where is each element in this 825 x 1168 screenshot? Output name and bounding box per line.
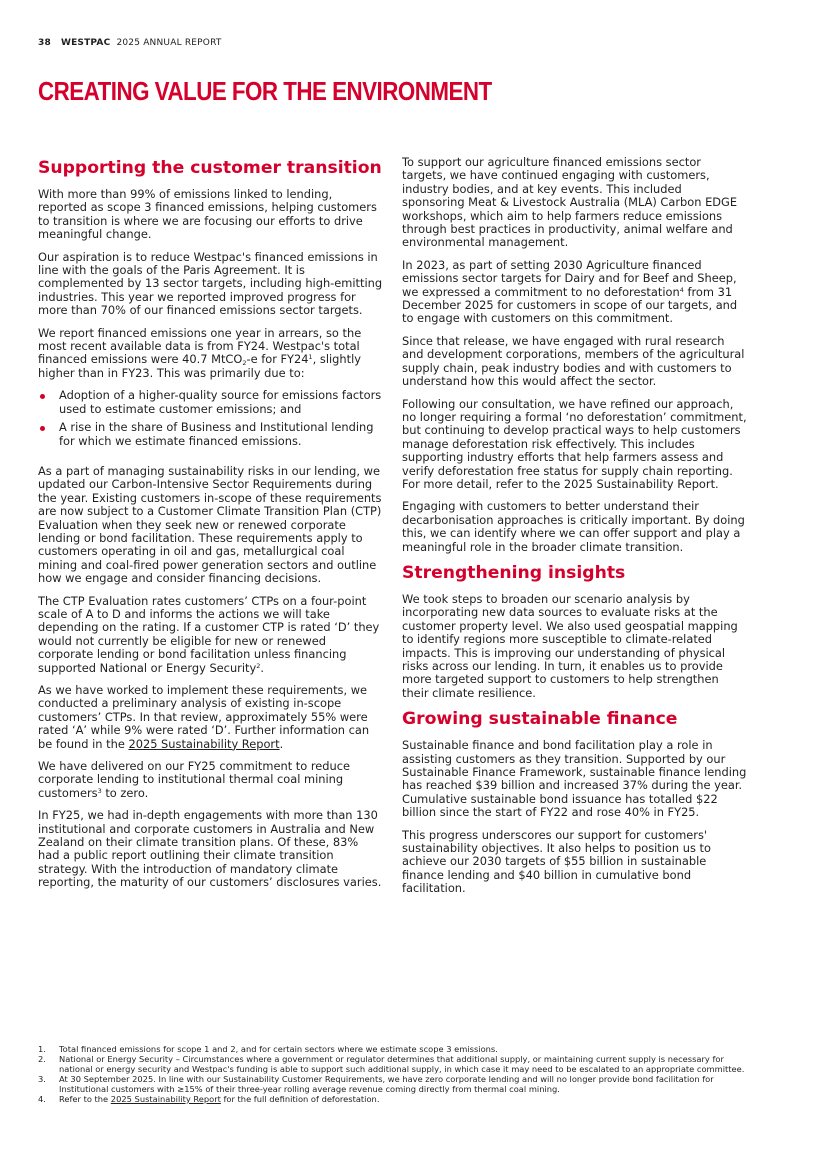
heading-strengthening-insights: Strengthening insights bbox=[402, 562, 626, 583]
footnote: 4. Refer to the 2025 Sustainability Report for the full definition of deforestation. bbox=[38, 1094, 380, 1104]
paragraph: We have delivered on our FY25 commitment to reduce corporate lending to institutional thermal coal mining customers$^3$ to zero. bbox=[38, 759, 351, 800]
paragraph: This progress underscores our support for customers' sustainability objectives. It also helps to position us to achieve our 2030 targets of $55 billion in sustainable finance lending and $40 billion in cumulative bond facilitation. bbox=[402, 827, 711, 896]
report-name: 2025 ANNUAL REPORT bbox=[116, 38, 222, 48]
footnote: 1. Total financed emissions for scope 1 and 2, and for certain sectors where we estimate scope 3 emissions. bbox=[38, 1044, 498, 1054]
left-column bbox=[38, 158, 383, 899]
bullet-icon bbox=[40, 426, 45, 431]
paragraph: We took steps to broaden our scenario analysis by incorporating new data sources to evaluate risks at the customer property level. We also used geospatial mapping to identify regions more susceptible to climate-related impacts. This is improving our understanding of physical risks across our lending. In turn, it enables us to provide more targeted support to customers to help strengthen their climate resilience. bbox=[402, 591, 738, 700]
heading-growing-sustainable-finance: Growing sustainable finance bbox=[402, 709, 678, 730]
footnote: 2. National or Energy Security – Circumstances where a government or regulator determines that additional supply, or maintaining current supply is necessary for national or energy security and Westpac's funding is able to support such additional supply, in which case it may need to be escalated to an appropriate committee. bbox=[38, 1054, 745, 1074]
paragraph: In FY25, we had in-depth engagements with more than 130 institutional and corporate customers in Australia and New Zealand on their climate transition plans. Of these, 83% had a public report outlining their climate transition strategy. With the introduction of mandatory climate reporting, the maturity of our customers’ disclosures varies. bbox=[38, 808, 382, 890]
footnote-ref: 3 bbox=[97, 786, 102, 795]
sustainability-report-link[interactable]: 2025 Sustainability Report bbox=[110, 1094, 221, 1104]
list-item: Adoption of a higher-quality source for emissions factors used to estimate customer emissions; and bbox=[38, 389, 383, 416]
running-header bbox=[38, 38, 222, 48]
heading-supporting-customer-transition: Supporting the customer transition bbox=[38, 158, 382, 178]
paragraph: We report financed emissions one year in arrears, so the most recent available data is from FY24. Westpac's total financed emissions were 40.7 MtCO$_2$-e for $FY24^1$, slightly higher than in FY23. This was primarily due to: bbox=[38, 325, 362, 380]
paragraph: Sustainable finance and bond facilitation play a role in assisting customers as they transition. Supported by our Sustainable Finance Framework, sustainable finance lending has reached $39 billion and increased 37% during the year. Cumulative sustainable bond issuance has totalled $22 billion since the start of FY22 and rose 40% in FY25. bbox=[402, 738, 747, 820]
sustainability-report-link[interactable]: 2025 Sustainability Report bbox=[128, 736, 280, 751]
paragraph: In 2023, as part of setting 2030 Agriculture financed emissions sector targets for Dairy and for Beef and Sheep, we expressed a commitment to no deforestation$^4$ from 31 December 2025 for customers in scope of our targets, and to engage with customers on this commitment. bbox=[402, 257, 738, 326]
paragraph: As we have worked to implement these requirements, we conducted a preliminary analysis of existing in-scope customers’ CTPs. In that review, approximately 55% were rated ‘A’ while 9% were rated ‘D’. Further information can be found in the 2025 Sustainability Report. bbox=[38, 683, 370, 751]
paragraph: Our aspiration is to reduce Westpac's financed emissions in line with the goals of the Paris Agreement. It is complemented by 13 sector targets, including high-emitting industries. This year we reported improved progress for more than 70% of our financed emissions sector targets. bbox=[38, 249, 383, 318]
bullet-icon bbox=[40, 394, 45, 399]
footnotes bbox=[38, 1044, 748, 1104]
footnote: 3. At 30 September 2025. In line with our Sustainability Customer Requirements, we have zero corporate lending and will no longer provide bond facilitation for Institutional customers with ≥15% of their three-year rolling average revenue coming directly from thermal coal mining. bbox=[38, 1074, 714, 1094]
right-column bbox=[402, 156, 747, 905]
page-number: 38 bbox=[38, 38, 51, 48]
paragraph: To support our agriculture financed emissions sector targets, we have continued engaging with customers, industry bodies, and at key events. This included sponsoring Meat & Livestock Australia (MLA) Carbon EDGE workshops, which aim to help farmers reduce emissions through best practices in productivity, animal welfare and environmental management. bbox=[402, 155, 738, 250]
paragraph: With more than 99% of emissions linked to lending, reported as scope 3 financed emissions, helping customers to transition is where we are focusing our efforts to drive meaningful change. bbox=[38, 187, 377, 242]
footnote-ref: 4 bbox=[679, 285, 684, 294]
bullet-list bbox=[38, 389, 383, 448]
footnote-ref: 2 bbox=[256, 661, 261, 670]
paragraph: Following our consultation, we have refined our approach, no longer requiring a formal ‘no deforestation’ commitment, but continuing to develop practical ways to help customers manage deforestation risk effectively. This includes supporting industry efforts that help farmers assess and verify deforestation free status for supply chain reporting. For more detail, refer to the 2025 Sustainability Report. bbox=[402, 396, 747, 491]
paragraph: Since that release, we have engaged with rural research and development corporations, members of the agricultural supply chain, peak industry bodies and with customers to understand how this would affect the sector. bbox=[402, 333, 745, 389]
brand-name: WESTPAC bbox=[60, 38, 111, 48]
list-item: A rise in the share of Business and Institutional lending for which we estimate financed emissions. bbox=[38, 421, 383, 448]
paragraph: The CTP Evaluation rates customers’ CTPs on a four-point scale of A to D and informs the actions we will take depending on the rating. If a customer CTP is rated ‘D’ they would not currently be eligible for new or renewed corporate lending or bond facilitation unless financing supported National or Energy Security$^2$. bbox=[38, 593, 380, 675]
page-title: CREATING VALUE FOR THE ENVIRONMENT bbox=[38, 76, 492, 106]
paragraph: Engaging with customers to better understand their decarbonisation approaches is critically important. By doing this, we can identify where we can offer support and play a meaningful role in the broader climate transition. bbox=[402, 499, 745, 554]
footnote-ref: 1 bbox=[308, 353, 313, 362]
paragraph: As a part of managing sustainability risks in our lending, we updated our Carbon-Intensive Sector Requirements during the year. Existing customers in-scope of these requirements are now subject to a Customer Climate Transition Plan (CTP) Evaluation when they seek new or renewed corporate lending or bond facilitation. These requirements apply to customers operating in oil and gas, metallurgical coal mining and coal-fired power generation sectors and outline how we engage and consider financing decisions. bbox=[38, 463, 382, 586]
